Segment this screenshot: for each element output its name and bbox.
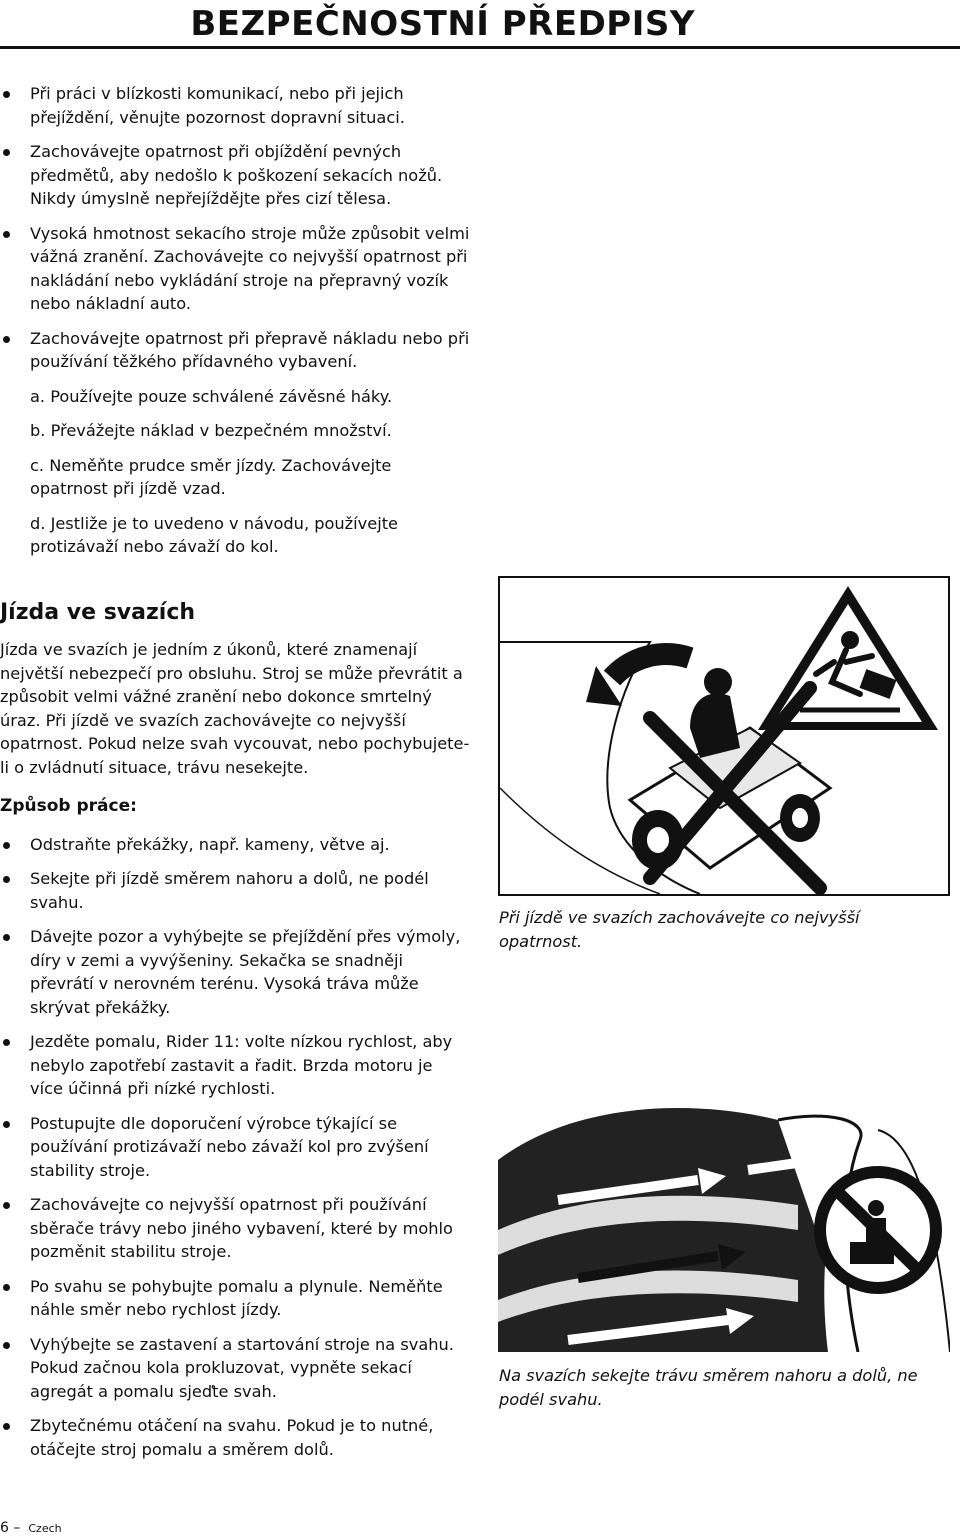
list-item: Sekejte při jízdě směrem nahoru a dolů, ne podél svahu. (0, 867, 470, 914)
sub-item-b: b. Převážejte náklad v bezpečném množství. (30, 421, 392, 440)
sub-item-c: c. Neměňte prudce směr jízdy. Zachovávejte opatrnost při jízdě vzad. (30, 455, 392, 498)
list-item: Po svahu se pohybujte pomalu a plynule. Neměňte náhle směr nebo rychlost jízdy. (0, 1275, 470, 1322)
list-item: Při práci v blízkosti komunikací, nebo při jejich přejíždění, věnujte pozornost dopravní situaci. (0, 82, 470, 129)
figure1-caption: Při jízdě ve svazích zachovávejte co nejvyšší opatrnost. (499, 908, 860, 951)
list-item: Jezděte pomalu, Rider 11: volte nízkou rychlost, aby nebylo zapotřebí zastavit a řadit. Brzda motoru je více účinná při nízké rychlosti. (0, 1030, 470, 1101)
bullet-list-top (0, 82, 470, 374)
list-item: Zachovávejte co nejvyšší opatrnost při používání sběrače trávy nebo jiného vybavení, které by mohlo pozměnit stabilitu stroje. (0, 1193, 470, 1264)
list-item: Vysoká hmotnost sekacího stroje může způsobit velmi vážná zranění. Zachovávejte co nejvyšší opatrnost při nakládání nebo vykládání stroje na přepravný vozík nebo nákladní auto. (0, 222, 470, 316)
subheading-method: Způsob práce: (0, 796, 137, 816)
footer-language: Czech (28, 1522, 62, 1535)
page-footer (0, 1520, 62, 1536)
page-number: 6 – (0, 1520, 21, 1536)
header-rule (0, 46, 960, 49)
list-item: Dávejte pozor a vyhýbejte se přejíždění přes výmoly, díry v zemi a vyvýšeniny. Sekačka se snadněji převrátí v nerovném terénu. Vysoká tráva může skrývat překážky. (0, 925, 470, 1019)
list-item: Zachovávejte opatrnost při objíždění pevných předmětů, aby nedošlo k poškození sekacích nožů. Nikdy úmyslně nepřejíždějte přes cizí tělesa. (0, 140, 470, 211)
prohibition-sign-icon (820, 1172, 936, 1288)
section-paragraph: Jízda ve svazích je jedním z úkonů, které znamenají největší nebezpečí pro obsluhu. Stroj se může převrátit a způsobit velmi vážné zranění nebo dokonce smrtelný úraz. Při jízdě ve svazích zachovávejte co nejvyšší opatrnost. Pokud nelze svah vycouvat, nebo pochybujete-li o zvládnutí situace, trávu nesekejte. (0, 640, 470, 777)
section-heading: Jízda ve svazích (0, 599, 196, 625)
sub-item-d: d. Jestliže je to uvedeno v návodu, používejte protizávaží nebo závaží do kol. (30, 513, 399, 556)
list-item: Postupujte dle doporučení výrobce týkající se používání protizávaží nebo závaží kol pro zvýšení stability stroje. (0, 1112, 470, 1183)
slope-warning-illustration (500, 578, 948, 894)
list-item: Odstraňte překážky, např. kameny, větve aj. (0, 833, 470, 857)
figure-mowing-direction (498, 1030, 950, 1352)
list-item: Zachovávejte opatrnost při přepravě nákladu nebo při používání těžkého přídavného vybavení. (0, 327, 470, 374)
left-column (0, 82, 470, 1461)
list-item: Vyhýbejte se zastavení a startování stroje na svahu. Pokud začnou kola prokluzovat, vypněte sekací agregát a pomalu sjeďte svah. (0, 1333, 470, 1404)
figure-slope-warning (498, 576, 950, 896)
page-title: BEZPEČNOSTNÍ PŘEDPISY (190, 4, 695, 44)
figure2-caption: Na svazích sekejte trávu směrem nahoru a dolů, ne podél svahu. (499, 1366, 918, 1409)
tipping-arrow-icon (586, 654, 690, 706)
mowing-direction-illustration (498, 1030, 950, 1352)
bullet-list-method (0, 833, 470, 1462)
sub-item-a: a. Používejte pouze schválené závěsné háky. (30, 386, 393, 406)
list-item: Zbytečnému otáčení na svahu. Pokud je to nutné, otáčejte stroj pomalu a směrem dolů. (0, 1414, 470, 1461)
